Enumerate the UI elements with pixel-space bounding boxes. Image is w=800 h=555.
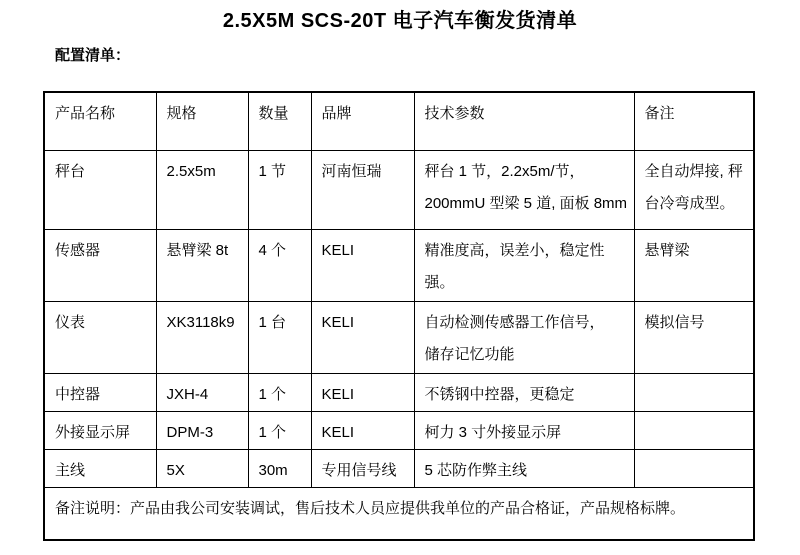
cell-remark	[634, 411, 754, 449]
cell-brand: KELI	[311, 301, 414, 373]
tech-line: 柯力 3 寸外接显示屏	[424, 423, 562, 441]
cell-brand: KELI	[311, 373, 414, 411]
cell-product-name: 主线	[44, 449, 156, 487]
column-header-remark: 备注	[634, 92, 754, 150]
column-header-spec: 规格	[156, 92, 248, 150]
cell-tech-params	[414, 411, 634, 449]
cell-quantity: 1 个	[248, 411, 311, 449]
table-row-external-display	[44, 411, 754, 449]
tech-line: 5 芯防作弊主线	[424, 461, 528, 479]
cell-product-name: 传感器	[44, 229, 156, 301]
cell-quantity: 30m	[248, 449, 311, 487]
column-header-quantity: 数量	[248, 92, 311, 150]
cell-spec: 2.5x5m	[156, 150, 248, 229]
cell-brand: 河南恒瑞	[311, 150, 414, 229]
cell-quantity: 1 个	[248, 373, 311, 411]
cell-remark: 全自动焊接, 秤台冷弯成型。	[634, 150, 754, 229]
tech-line: 不锈钢中控器，更稳定	[424, 385, 575, 403]
page-title: 2.5X5M SCS-20T 电子汽车衡发货清单	[222, 10, 578, 32]
table-footer-row	[44, 487, 754, 540]
cell-spec: JXH-4	[156, 373, 248, 411]
cell-spec: 悬臂梁 8t	[156, 229, 248, 301]
shipping-list-table	[43, 91, 755, 541]
table-row-load-cell	[44, 229, 754, 301]
cell-tech-params	[414, 449, 634, 487]
tech-line: 200mmU 型梁 5 道, 面板 8mm	[424, 194, 628, 212]
cell-product-name: 外接显示屏	[44, 411, 156, 449]
tech-line: 自动检测传感器工作信号，	[424, 313, 605, 331]
config-list-label: 配置清单：	[55, 47, 131, 64]
cell-quantity: 4 个	[248, 229, 311, 301]
table-row-main-cable	[44, 449, 754, 487]
table-footer-note: 备注说明：产品由我公司安装调试，售后技术人员应提供我单位的产品合格证，产品规格标牌。	[44, 487, 754, 540]
table-header-row	[44, 92, 754, 150]
cell-product-name: 秤台	[44, 150, 156, 229]
cell-remark	[634, 373, 754, 411]
cell-tech-params	[414, 301, 634, 373]
tech-line: 强。	[424, 273, 455, 291]
cell-spec: 5X	[156, 449, 248, 487]
cell-remark	[634, 449, 754, 487]
cell-brand: KELI	[311, 411, 414, 449]
cell-tech-params	[414, 229, 634, 301]
table-row-junction-box	[44, 373, 754, 411]
table-row-indicator	[44, 301, 754, 373]
tech-line: 精准度高，误差小，稳定性	[424, 241, 605, 259]
cell-remark: 悬臂梁	[634, 229, 754, 301]
column-header-product-name: 产品名称	[44, 92, 156, 150]
cell-remark: 模拟信号	[634, 301, 754, 373]
cell-quantity: 1 台	[248, 301, 311, 373]
cell-spec: DPM-3	[156, 411, 248, 449]
cell-tech-params	[414, 373, 634, 411]
cell-brand: KELI	[311, 229, 414, 301]
cell-spec: XK3118k9	[156, 301, 248, 373]
tech-line: 秤台 1 节，2.2x5m/节，	[424, 162, 585, 180]
column-header-tech-params: 技术参数	[414, 92, 634, 150]
tech-line: 储存记忆功能	[424, 345, 515, 363]
cell-tech-params	[414, 150, 634, 229]
cell-quantity: 1 节	[248, 150, 311, 229]
table-row-weighing-platform	[44, 150, 754, 229]
cell-product-name: 中控器	[44, 373, 156, 411]
cell-brand: 专用信号线	[311, 449, 414, 487]
column-header-brand: 品牌	[311, 92, 414, 150]
cell-product-name: 仪表	[44, 301, 156, 373]
